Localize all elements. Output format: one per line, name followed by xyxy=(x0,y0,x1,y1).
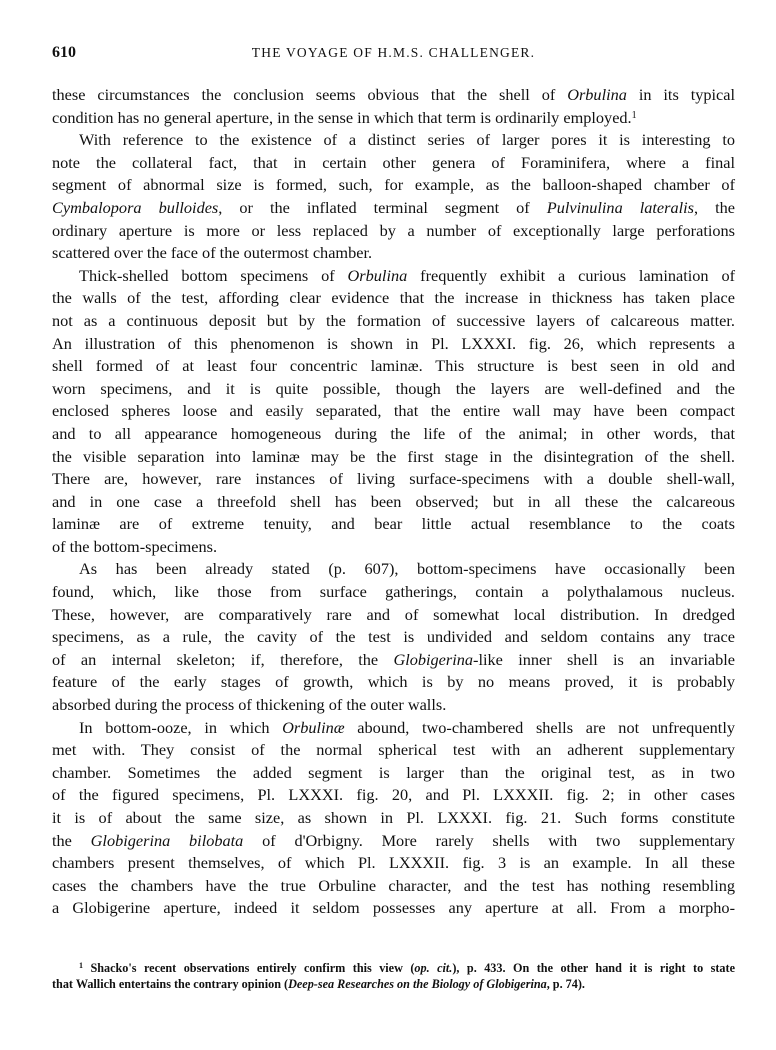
page-number: 610 xyxy=(52,44,76,61)
text-run: An illustration of this phenomenon is shown in Pl. LXXXI. fig. 26, which represents a xyxy=(52,333,735,353)
italic-term: Orbulina xyxy=(347,265,408,285)
text-run: Thick-shelled bottom specimens of xyxy=(79,265,348,285)
text-run: scattered over the face of the outermost chamber. xyxy=(52,243,373,263)
text-run: abound, two-chambered shells are not unfrequently xyxy=(344,717,735,737)
italic-term: op. cit. xyxy=(414,961,453,975)
text-run: laminæ are of extreme tenuity, and bear little actual resemblance to the coats xyxy=(52,514,735,534)
text-run: , the xyxy=(694,197,735,217)
text-run: of the figured specimens, Pl. LXXXI. fig. 20, and Pl. LXXXII. fig. 2; in other cases xyxy=(52,785,735,805)
text-line xyxy=(52,807,735,830)
text-line xyxy=(52,220,735,243)
text-run: chamber. Sometimes the added segment is larger than the original test, as in two xyxy=(52,762,735,782)
text-run: cases the chambers have the true Orbuline character, and the test has nothing resembling xyxy=(52,875,735,895)
text-run: that Wallich entertains the contrary opinion ( xyxy=(52,977,289,991)
text-run: absorbed during the process of thickening of the outer walls. xyxy=(52,695,447,715)
text-run: of an internal skeleton; if, therefore, the xyxy=(52,649,394,669)
page-header xyxy=(52,44,735,66)
text-run: and in one case a threefold shell has been observed; but in all these the calcareous xyxy=(52,491,735,511)
text-run: ), p. 433. On the other hand it is right to state xyxy=(452,961,735,975)
text-line xyxy=(52,333,735,356)
text-line xyxy=(52,423,735,446)
italic-term: Globigerina bilobata xyxy=(90,830,244,850)
text-run: frequently exhibit a curious lamination of xyxy=(407,265,736,285)
text-line xyxy=(52,265,735,288)
text-line xyxy=(52,310,735,333)
text-line xyxy=(52,378,735,401)
text-line xyxy=(52,581,735,604)
italic-term: Orbulina xyxy=(567,85,627,104)
text-line xyxy=(52,784,735,807)
footnotes xyxy=(52,960,735,992)
text-line xyxy=(52,649,735,672)
text-line xyxy=(52,604,735,627)
text-run: a Globigerine aperture, indeed it seldom possesses any aperture at all. From a morpho- xyxy=(52,898,735,918)
text-run: met with. They consist of the normal spherical test with an adherent supplementary xyxy=(52,740,735,760)
text-run: chambers present themselves, of which Pl. LXXXII. fig. 3 is an example. In all these xyxy=(52,853,735,873)
text-run: note the collateral fact, that in certain other genera of Foraminifera, where a final xyxy=(52,152,735,172)
italic-term: Globigerina xyxy=(393,649,474,669)
text-line xyxy=(52,626,735,649)
text-run: the visible separation into laminæ may be the first stage in the disintegration of the shell. xyxy=(52,446,735,466)
text-line xyxy=(52,197,735,220)
text-line xyxy=(52,84,735,107)
italic-term: Pulvinulina lateralis xyxy=(546,197,695,217)
text-run: worn specimens, and it is quite possible, though the layers are well-defined and the xyxy=(52,378,735,398)
text-run: feature of the early stages of growth, which is by no means proved, it is probably xyxy=(52,672,735,692)
text-run: not as a continuous deposit but by the formation of successive layers of calcareous matter. xyxy=(52,310,735,330)
text-line xyxy=(52,491,735,514)
text-run: -like inner shell is an invariable xyxy=(473,649,736,669)
text-run: As has been already stated (p. 607), bottom-specimens have occasionally been xyxy=(79,559,735,579)
body-text xyxy=(52,84,735,920)
text-line xyxy=(52,242,735,265)
text-run: enclosed spheres loose and easily separated, that the entire wall may have been compact xyxy=(52,401,735,421)
text-run: of the bottom-specimens. xyxy=(52,536,218,556)
text-run: the xyxy=(52,830,91,850)
text-run: shell formed of at least four concentric laminæ. This structure is best seen in old and xyxy=(52,356,735,376)
text-line xyxy=(52,287,735,310)
text-run: There are, however, rare instances of living surface-specimens with a double shell-wall, xyxy=(52,469,735,489)
text-line xyxy=(52,174,735,197)
text-line xyxy=(52,107,735,130)
text-run: it is of about the same size, as shown in Pl. LXXXI. fig. 21. Such forms constitute xyxy=(52,808,735,827)
text-run: in its typical xyxy=(626,85,735,104)
footnote-marker: 1 xyxy=(79,961,83,970)
text-run: these circumstances the conclusion seems obvious that the shell of xyxy=(52,85,568,104)
text-line xyxy=(52,717,735,740)
text-run: In bottom-ooze, in which xyxy=(79,717,283,737)
text-line xyxy=(52,400,735,423)
text-run: condition has no general aperture, in the sense in which that term is ordinarily employed. xyxy=(52,107,632,127)
text-run: the walls of the test, affording clear evidence that the increase in thickness has taken place xyxy=(52,288,735,308)
text-run: ordinary aperture is more or less replaced by a number of exceptionally large perforations xyxy=(52,220,735,240)
footnote-line xyxy=(52,960,735,976)
text-run: segment of abnormal size is formed, such, for example, as the balloon-shaped chamber of xyxy=(52,175,735,195)
text-line xyxy=(52,446,735,469)
text-line xyxy=(52,152,735,175)
running-title: THE VOYAGE OF H.M.S. CHALLENGER. xyxy=(251,45,536,60)
text-line xyxy=(52,558,735,581)
italic-term: Deep-sea Researches on the Biology of Globigerina xyxy=(288,977,547,991)
text-line xyxy=(52,762,735,785)
text-line xyxy=(52,694,735,717)
text-line xyxy=(52,897,735,920)
text-run: Shacko's recent observations entirely confirm this view ( xyxy=(83,961,415,975)
text-line xyxy=(52,830,735,853)
text-line xyxy=(52,875,735,898)
italic-term: Cymbalopora bulloides xyxy=(52,197,219,217)
text-line xyxy=(52,852,735,875)
text-run: These, however, are comparatively rare and of somewhat local distribution. In dredged xyxy=(52,604,735,624)
text-run: , p. 74). xyxy=(546,977,585,991)
text-run: With reference to the existence of a distinct series of larger pores it is interesting to xyxy=(79,130,735,150)
text-run: of d'Orbigny. More rarely shells with two supplementary xyxy=(243,830,735,850)
footnote-line xyxy=(52,976,735,992)
italic-term: Orbulinæ xyxy=(282,717,345,737)
footnote-marker: 1 xyxy=(631,109,637,121)
text-run: , or the inflated terminal segment of xyxy=(218,197,547,217)
text-line xyxy=(52,536,735,559)
text-run: specimens, as a rule, the cavity of the test is undivided and seldom contains any trace xyxy=(52,627,735,647)
text-run: found, which, like those from surface gatherings, contain a polythalamous nucleus. xyxy=(52,582,735,602)
text-line xyxy=(52,513,735,536)
text-line xyxy=(52,129,735,152)
text-line xyxy=(52,468,735,491)
text-line xyxy=(52,355,735,378)
text-line xyxy=(52,739,735,762)
text-run: and to all appearance homogeneous during the life of the animal; in other words, that xyxy=(52,423,735,443)
text-line xyxy=(52,671,735,694)
